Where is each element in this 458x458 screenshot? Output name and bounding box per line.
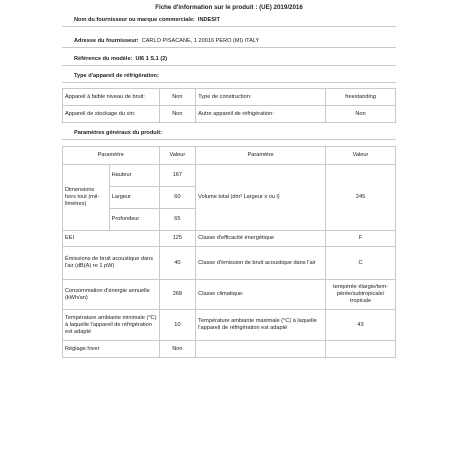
- table-header-row: [63, 147, 396, 165]
- parameter-value: C: [326, 247, 396, 280]
- parameters-table: [62, 146, 396, 358]
- parameter-value: F: [326, 231, 396, 247]
- volume-label: Volume total (dm³ Largeur x ou l): [196, 165, 326, 231]
- model-value: UI6 1 S.1 (2): [135, 56, 168, 62]
- dimension-value: 60: [159, 187, 196, 209]
- general-heading-row: [62, 127, 396, 140]
- model-row: [62, 53, 396, 66]
- parameter-row: [63, 310, 396, 341]
- dimension-name: Largeur: [109, 187, 159, 209]
- type-label: Type de construction:: [196, 89, 326, 106]
- appliance-type-heading: Type d'appareil de réfrigération:: [74, 73, 159, 79]
- type-value: Non: [159, 89, 196, 106]
- dimension-row: [63, 165, 396, 187]
- address-label: Adresse du fournisseur:: [74, 37, 139, 44]
- dimension-name: Hauteur: [109, 165, 159, 187]
- parameter-label: Émissions de bruit acoustique dans l'air (dB(A) re 1 pW): [63, 247, 160, 280]
- type-label: Appareil de stockage du vin:: [63, 106, 160, 123]
- type-row: [63, 106, 396, 123]
- type-label: Appareil à faible niveau de bruit:: [63, 89, 160, 106]
- parameter-row: [63, 341, 396, 358]
- parameter-label: Réglage hiver: [63, 341, 160, 358]
- parameter-value: Non: [159, 341, 196, 358]
- supplier-row: [62, 14, 396, 27]
- parameter-label: Température ambiante minimale (°C) à laquelle l'appareil de réfrigération est adapté: [63, 310, 160, 341]
- parameter-value: 268: [159, 280, 196, 310]
- parameter-label: Classe d'émission de bruit acoustique dans l'air: [196, 247, 326, 280]
- parameter-label: Température ambiante maximale (°C) à laquelle l'appareil de réfrigération est adapté: [196, 310, 326, 341]
- header-param: Paramètre: [63, 147, 160, 165]
- general-heading: Paramètres généraux du produit:: [74, 130, 162, 136]
- type-value: freestanding: [326, 89, 396, 106]
- parameter-value: 10: [159, 310, 196, 341]
- type-table: [62, 88, 396, 123]
- parameter-label: Consommation d'énergie annuelle (kWh/an): [63, 280, 160, 310]
- supplier-value: INDESIT: [197, 17, 220, 23]
- address-value: CARLO PISACANE, 1 20016 PERO (MI) ITALY: [141, 37, 260, 44]
- type-value: Non: [326, 106, 396, 123]
- dimension-value: 167: [159, 165, 196, 187]
- parameter-value: 40: [159, 247, 196, 280]
- parameter-label: [196, 341, 326, 358]
- volume-value: 245: [326, 165, 396, 231]
- address-row: [62, 34, 396, 48]
- parameter-value: tempérée élargie/tem-pérée/subtropicale/ tropicale: [326, 280, 396, 310]
- parameter-value: 43: [326, 310, 396, 341]
- type-value: Non: [159, 106, 196, 123]
- parameter-value: 125: [159, 231, 196, 247]
- parameter-value: [326, 341, 396, 358]
- type-label: Autre appareil de réfrigération:: [196, 106, 326, 123]
- dimension-value: 65: [159, 209, 196, 231]
- parameter-label: EEI: [63, 231, 160, 247]
- parameter-label: Classe climatique:: [196, 280, 326, 310]
- header-param2: Paramètre: [196, 147, 326, 165]
- supplier-label: Nom du fournisseur ou marque commerciale:: [74, 17, 195, 23]
- model-label: Référence du modèle:: [74, 56, 133, 62]
- header-value2: Valeur: [326, 147, 396, 165]
- appliance-type-heading-row: [62, 70, 396, 83]
- parameter-row: [63, 247, 396, 280]
- parameter-label: Classe d'efficacité énergétique: [196, 231, 326, 247]
- page-title: Fiche d'information sur le produit : (UE) 2019/2016: [155, 4, 303, 11]
- header-value: Valeur: [159, 147, 196, 165]
- parameter-row: [63, 280, 396, 310]
- type-row: [63, 89, 396, 106]
- parameter-row: [63, 231, 396, 247]
- dimensions-label: Dimensions hors tout (mil-limètres): [63, 165, 110, 231]
- dimension-name: Profondeur: [109, 209, 159, 231]
